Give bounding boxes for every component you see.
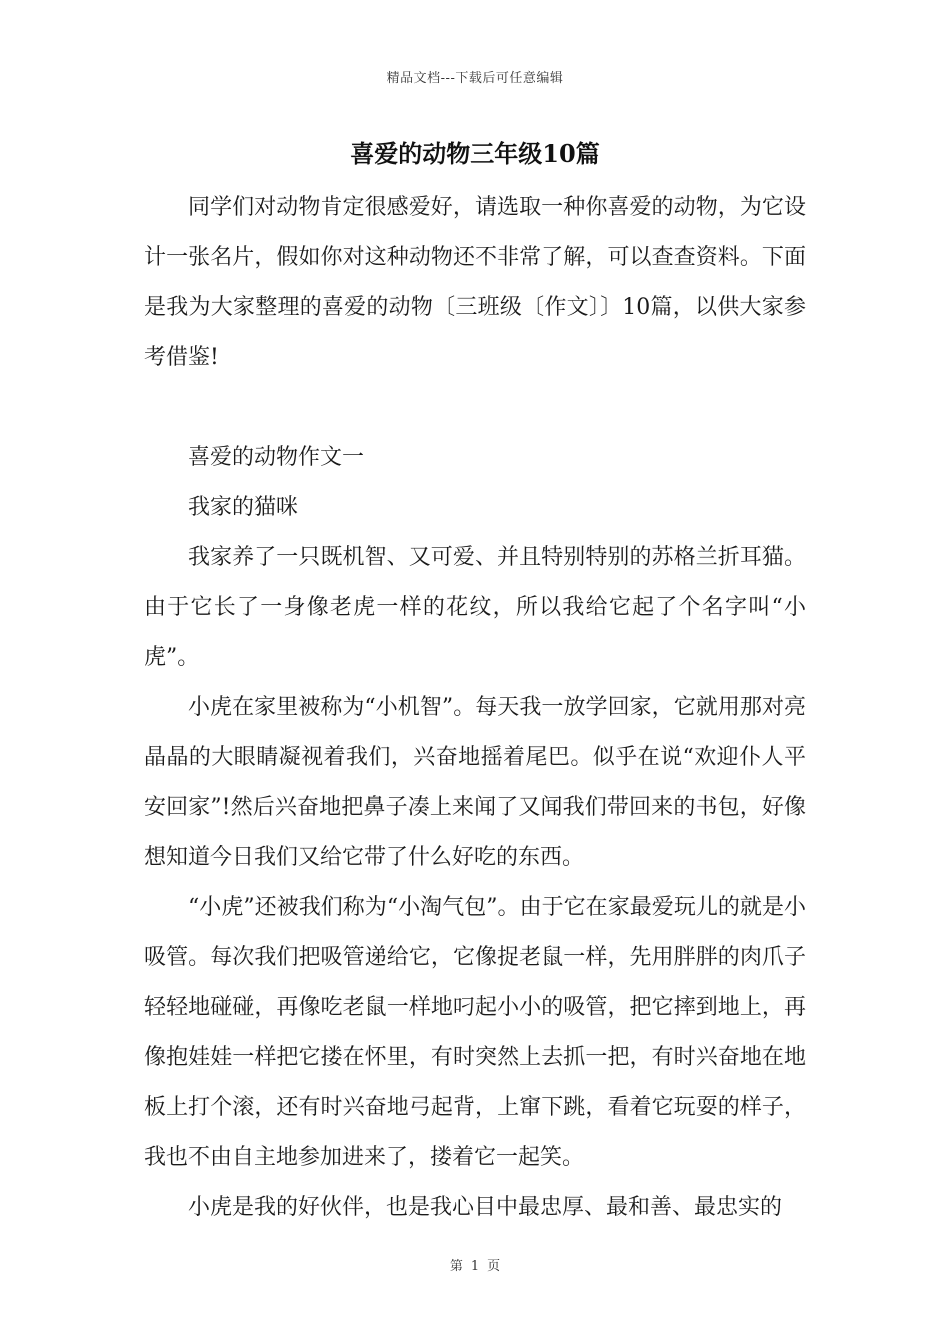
blank-line — [144, 383, 806, 433]
page-number-prefix: 第 — [449, 1259, 463, 1274]
document-title: 喜爱的动物三年级10篇 — [350, 139, 600, 168]
essay-paragraph: 小虎是我的好伙伴，也是我心目中最忠厚、最和善、最忠实的 — [188, 1195, 783, 1220]
section-heading: 喜爱的动物作文一 — [188, 445, 365, 470]
essay-title: 我家的猫咪 — [188, 495, 299, 520]
document-body — [144, 183, 806, 1233]
essay-paragraph: “小虎”还被我们称为“小淘气包”。由于它在家最爱玩儿的就是小吸管。每次我们把吸管递给它，它像捉老鼠一样，先用胖胖的肉爪子轻轻地碰碰，再像吃老鼠一样地叼起小小的吸管，把它摔到地上，再像抱娃娃一样把它搂在怀里，有时突然上去抓一把，有时兴奋地在地板上打个滚，还有时兴奋地弓起背，上窜下跳，看着它玩耍的样子，我也不由自主地参加进来了，搂着它一起笑。 — [144, 895, 806, 1170]
essay-paragraph: 小虎在家里被称为“小机智”。每天我一放学回家，它就用那对亮晶晶的大眼睛凝视着我们，兴奋地摇着尾巴。似乎在说“欢迎仆人平安回家”!然后兴奋地把鼻子凑上来闻了又闻我们带回来的书包，好像想知道今日我们又给它带了什么好吃的东西。 — [144, 695, 806, 870]
page-header: 精品文档---下载后可任意编辑 — [386, 71, 564, 86]
page-number: 1 — [470, 1259, 480, 1274]
page-footer — [0, 1255, 950, 1274]
page-number-suffix: 页 — [487, 1259, 501, 1274]
intro-paragraph: 同学们对动物肯定很感爱好，请选取一种你喜爱的动物，为它设计一张名片，假如你对这种动物还不非常了解，可以查查资料。下面是我为大家整理的喜爱的动物〔三班级〔作文〕〕10篇，以供大家参考借鉴! — [144, 195, 806, 370]
essay-paragraph: 我家养了一只既机智、又可爱、并且特别特别的苏格兰折耳猫。由于它长了一身像老虎一样的花纹，所以我给它起了个名字叫“小虎”。 — [144, 545, 806, 670]
